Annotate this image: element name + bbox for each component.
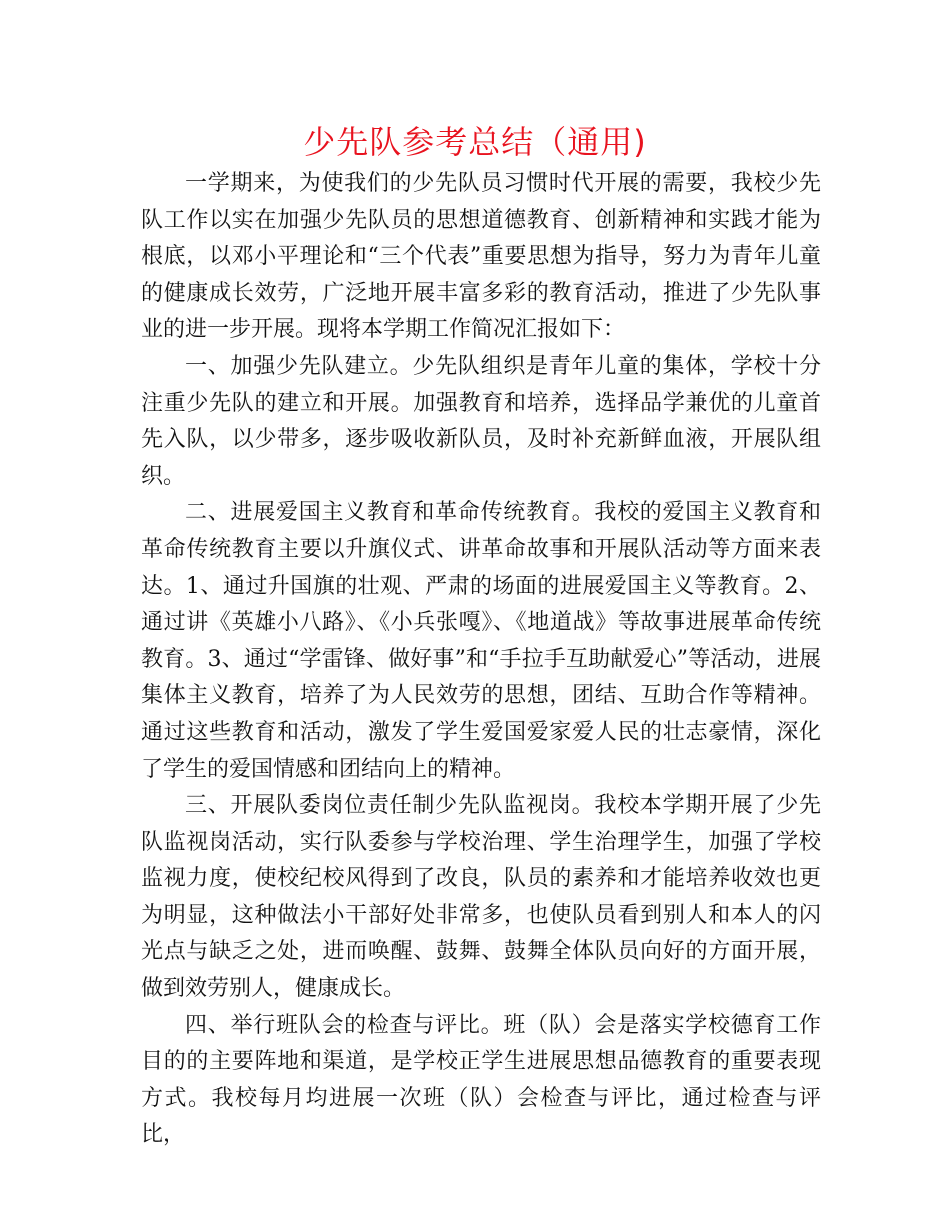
paragraph-section-3: 三、开展队委岗位责任制少先队监视岗。我校本学期开展了少先队监视岗活动，实行队委参与学校治理、学生治理学生，加强了学校监视力度，使校纪校风得到了改良，队员的素养和才能培养收效也更为明显，这种做法小干部好处非常多，也使队员看到别人和本人的闪光点与缺乏之处，进而唤醒、鼓舞、鼓舞全体队员向好的方面开展，做到效劳别人，健康成长。 xyxy=(141,793,821,1002)
document-body xyxy=(141,166,821,1154)
paragraph-section-2: 二、进展爱国主义教育和革命传统教育。我校的爱国主义教育和革命传统教育主要以升旗仪式、讲革命故事和开展队活动等方面来表达。1、通过升国旗的壮观、严肃的场面的进展爱国主义等教育。2、通过讲《英雄小八路》、《小兵张嘎》、《地道战》等故事进展革命传统教育。3、通过“学雷锋、做好事”和“手拉手互助献爱心”等活动，进展集体主义教育，培养了为人民效劳的思想，团结、互助合作等精神。通过这些教育和活动，激发了学生爱国爱家爱人民的壮志豪情，深化了学生的爱国情感和团结向上的精神。 xyxy=(141,500,821,782)
document-title: 少先队参考总结（通用) xyxy=(303,123,647,161)
paragraph-intro: 一学期来，为使我们的少先队员习惯时代开展的需要，我校少先队工作以实在加强少先队员的思想道德教育、创新精神和实践才能为根底，以邓小平理论和“三个代表”重要思想为指导，努力为青年儿童的健康成长效劳，广泛地开展丰富多彩的教育活动，推进了少先队事业的进一步开展。现将本学期工作简况汇报如下： xyxy=(141,171,821,343)
paragraph-section-4: 四、举行班队会的检查与评比。班（队）会是落实学校德育工作目的的主要阵地和渠道，是学校正学生进展思想品德教育的重要表现方式。我校每月均进展一次班（队）会检查与评比，通过检查与评比， xyxy=(141,1012,821,1148)
paragraph-section-1: 一、加强少先队建立。少先队组织是青年儿童的集体，学校十分注重少先队的建立和开展。加强教育和培养，选择品学兼优的儿童首先入队，以少带多，逐步吸收新队员，及时补充新鲜血液，开展队组织。 xyxy=(141,353,821,489)
